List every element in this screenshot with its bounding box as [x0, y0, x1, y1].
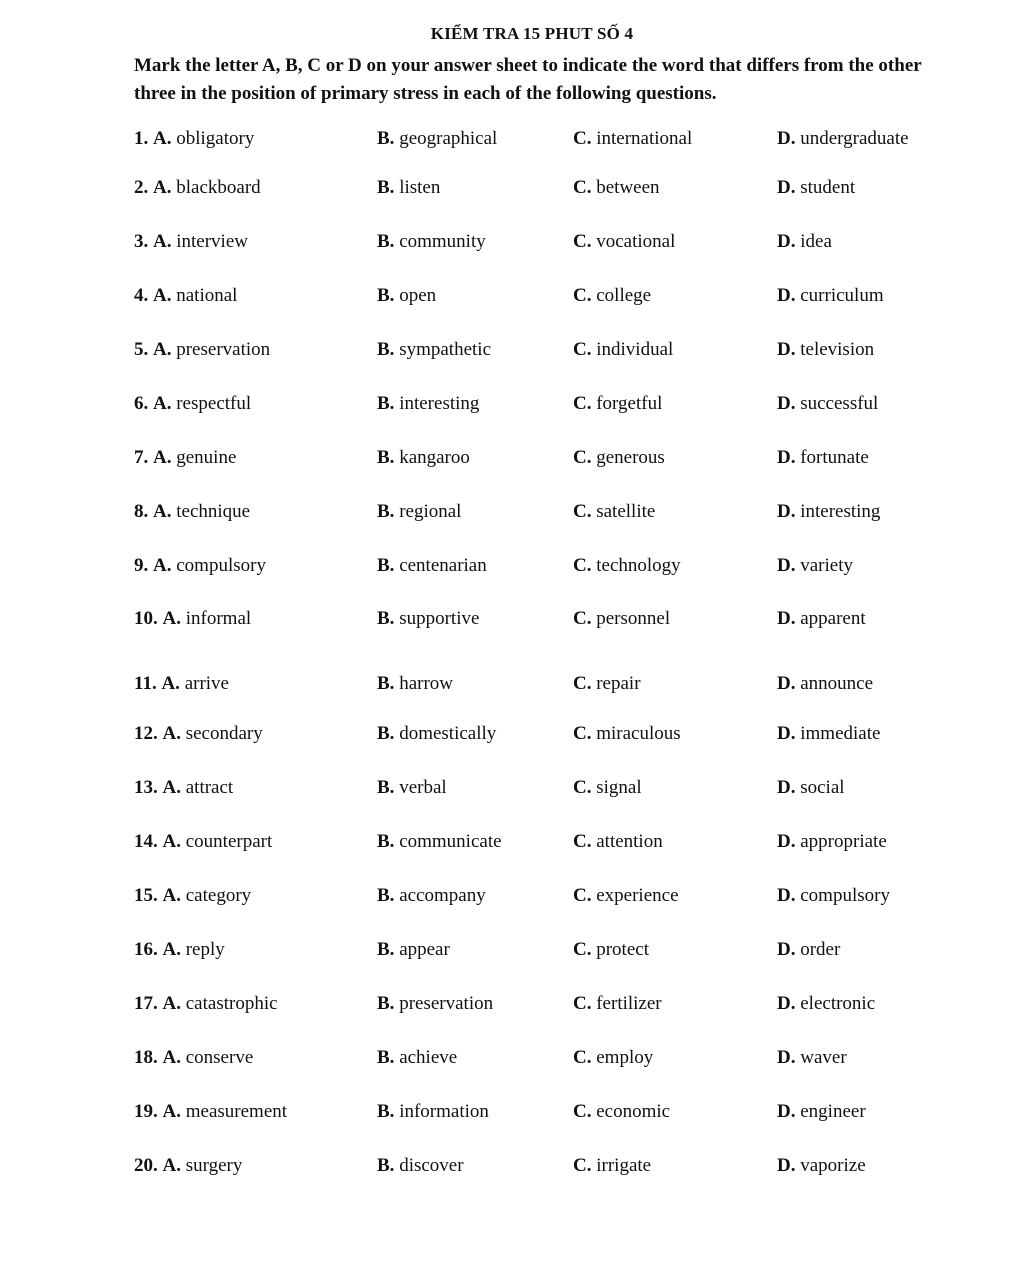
option-word: immediate	[800, 723, 881, 744]
option-d	[777, 827, 887, 857]
option-letter: C.	[573, 723, 592, 744]
option-word: informal	[185, 608, 252, 629]
option-c	[573, 335, 673, 365]
option-c	[573, 1097, 670, 1127]
option-d	[777, 124, 909, 154]
option-a	[134, 881, 251, 911]
option-word: social	[800, 777, 845, 798]
option-letter: A.	[162, 777, 181, 798]
option-letter: C.	[573, 447, 592, 468]
option-letter: A.	[153, 231, 172, 252]
option-word: communicate	[399, 831, 502, 852]
option-word: idea	[800, 231, 832, 252]
option-letter: C.	[573, 939, 592, 960]
option-letter: D.	[777, 501, 796, 522]
question-number: 8.	[134, 501, 149, 522]
question-number: 11.	[134, 673, 157, 694]
option-letter: C.	[573, 393, 592, 414]
option-b	[377, 335, 491, 365]
option-letter: C.	[573, 285, 592, 306]
question-row	[0, 551, 1024, 581]
option-word: blackboard	[176, 177, 261, 198]
option-word: national	[176, 285, 238, 306]
option-c	[573, 604, 670, 634]
option-c	[573, 124, 692, 154]
option-letter: C.	[573, 1101, 592, 1122]
option-word: genuine	[176, 447, 237, 468]
option-letter: D.	[777, 723, 796, 744]
option-letter: D.	[777, 231, 796, 252]
option-word: surgery	[185, 1155, 243, 1176]
option-a	[134, 719, 263, 749]
option-d	[777, 669, 873, 699]
option-letter: B.	[377, 939, 395, 960]
option-c	[573, 719, 681, 749]
option-word: obligatory	[176, 128, 255, 149]
question-row	[0, 281, 1024, 311]
option-letter: A.	[161, 673, 180, 694]
option-word: compulsory	[176, 555, 266, 576]
option-word: conserve	[185, 1047, 254, 1068]
question-row	[0, 604, 1024, 634]
option-word: fortunate	[800, 447, 869, 468]
option-d	[777, 773, 845, 803]
option-letter: D.	[777, 447, 796, 468]
option-letter: A.	[153, 285, 172, 306]
option-c	[573, 773, 642, 803]
instructions: Mark the letter A, B, C or D on your answer sheet to indicate the word that differs from the other three in the position of primary stress in each of the following questions.	[134, 55, 922, 104]
option-b	[377, 1043, 457, 1073]
option-a	[134, 773, 233, 803]
question-number: 19.	[134, 1101, 158, 1122]
option-b	[377, 497, 461, 527]
option-a	[134, 1097, 287, 1127]
option-letter: B.	[377, 555, 395, 576]
option-word: achieve	[399, 1047, 458, 1068]
option-word: miraculous	[596, 723, 681, 744]
option-c	[573, 989, 662, 1019]
option-word: undergraduate	[800, 128, 909, 149]
option-word: variety	[800, 555, 853, 576]
option-letter: B.	[377, 177, 395, 198]
option-letter: C.	[573, 231, 592, 252]
option-letter: A.	[153, 128, 172, 149]
question-number: 15.	[134, 885, 158, 906]
question-number: 9.	[134, 555, 149, 576]
option-a	[134, 551, 266, 581]
question-row	[0, 335, 1024, 365]
option-letter: C.	[573, 673, 592, 694]
question-row	[0, 1097, 1024, 1127]
question-row	[0, 989, 1024, 1019]
option-letter: D.	[777, 1047, 796, 1068]
option-letter: B.	[377, 993, 395, 1014]
option-a	[134, 227, 248, 257]
option-letter: C.	[573, 777, 592, 798]
option-letter: D.	[777, 608, 796, 629]
option-b	[377, 827, 502, 857]
option-letter: A.	[153, 501, 172, 522]
option-word: harrow	[399, 673, 453, 694]
option-word: geographical	[399, 128, 498, 149]
option-word: arrive	[184, 673, 229, 694]
option-word: irrigate	[596, 1155, 652, 1176]
option-letter: C.	[573, 608, 592, 629]
option-word: student	[800, 177, 856, 198]
option-a	[134, 389, 251, 419]
option-a	[134, 281, 237, 311]
option-b	[377, 989, 493, 1019]
option-word: centenarian	[399, 555, 487, 576]
option-letter: B.	[377, 831, 395, 852]
option-letter: D.	[777, 128, 796, 149]
question-number: 7.	[134, 447, 149, 468]
option-a	[134, 173, 261, 203]
option-letter: C.	[573, 177, 592, 198]
option-b	[377, 719, 496, 749]
question-row	[0, 389, 1024, 419]
option-d	[777, 1097, 866, 1127]
option-word: individual	[596, 339, 674, 360]
option-word: verbal	[399, 777, 447, 798]
option-d	[777, 389, 878, 419]
option-word: engineer	[800, 1101, 866, 1122]
option-word: supportive	[399, 608, 480, 629]
question-number: 13.	[134, 777, 158, 798]
option-word: open	[399, 285, 437, 306]
question-row	[0, 1151, 1024, 1181]
option-letter: A.	[153, 447, 172, 468]
option-letter: D.	[777, 393, 796, 414]
option-word: economic	[596, 1101, 671, 1122]
option-word: television	[800, 339, 875, 360]
option-letter: A.	[153, 177, 172, 198]
option-c	[573, 1151, 651, 1181]
option-letter: C.	[573, 555, 592, 576]
option-word: electronic	[800, 993, 876, 1014]
option-a	[134, 335, 270, 365]
page-title: KIỂM TRA 15 PHUT SỐ 4	[430, 24, 634, 43]
option-b	[377, 281, 436, 311]
option-a	[134, 827, 272, 857]
option-letter: B.	[377, 393, 395, 414]
option-word: sympathetic	[399, 339, 491, 360]
option-letter: A.	[162, 885, 181, 906]
option-word: counterpart	[185, 831, 273, 852]
option-letter: A.	[162, 993, 181, 1014]
option-word: curriculum	[800, 285, 884, 306]
option-letter: B.	[377, 231, 395, 252]
option-word: measurement	[185, 1101, 288, 1122]
option-word: protect	[596, 939, 649, 960]
option-d	[777, 1043, 847, 1073]
question-number: 3.	[134, 231, 149, 252]
option-letter: D.	[777, 1101, 796, 1122]
option-letter: D.	[777, 993, 796, 1014]
option-letter: A.	[162, 939, 181, 960]
option-letter: D.	[777, 777, 796, 798]
question-number: 1.	[134, 128, 149, 149]
option-a	[134, 935, 225, 965]
option-word: vaporize	[800, 1155, 866, 1176]
option-word: fertilizer	[596, 993, 662, 1014]
option-word: forgetful	[596, 393, 663, 414]
option-word: repair	[596, 673, 641, 694]
option-letter: C.	[573, 501, 592, 522]
option-letter: A.	[162, 608, 181, 629]
option-a	[134, 443, 236, 473]
option-letter: C.	[573, 831, 592, 852]
option-word: vocational	[596, 231, 676, 252]
option-letter: A.	[162, 1047, 181, 1068]
option-word: catastrophic	[185, 993, 278, 1014]
option-word: personnel	[596, 608, 671, 629]
question-row	[0, 773, 1024, 803]
option-d	[777, 281, 884, 311]
option-letter: D.	[777, 1155, 796, 1176]
option-letter: D.	[777, 939, 796, 960]
option-letter: B.	[377, 501, 395, 522]
option-letter: D.	[777, 555, 796, 576]
option-b	[377, 604, 479, 634]
option-letter: A.	[153, 393, 172, 414]
question-number: 5.	[134, 339, 149, 360]
option-word: preservation	[176, 339, 271, 360]
question-number: 16.	[134, 939, 158, 960]
option-letter: B.	[377, 1101, 395, 1122]
option-letter: A.	[162, 1155, 181, 1176]
option-word: domestically	[399, 723, 497, 744]
option-letter: C.	[573, 339, 592, 360]
option-b	[377, 124, 497, 154]
option-word: waver	[800, 1047, 847, 1068]
option-word: successful	[800, 393, 879, 414]
question-row	[0, 1043, 1024, 1073]
option-letter: A.	[162, 723, 181, 744]
option-word: interesting	[800, 501, 881, 522]
option-word: community	[399, 231, 486, 252]
option-word: kangaroo	[399, 447, 470, 468]
question-number: 2.	[134, 177, 149, 198]
option-word: signal	[596, 777, 642, 798]
option-b	[377, 173, 440, 203]
option-letter: C.	[573, 1047, 592, 1068]
option-letter: A.	[162, 1101, 181, 1122]
option-word: information	[399, 1101, 489, 1122]
option-word: apparent	[800, 608, 866, 629]
option-c	[573, 827, 663, 857]
option-word: attention	[596, 831, 663, 852]
option-d	[777, 935, 840, 965]
option-word: discover	[399, 1155, 464, 1176]
option-c	[573, 551, 681, 581]
option-word: secondary	[185, 723, 263, 744]
option-word: generous	[596, 447, 665, 468]
option-b	[377, 773, 447, 803]
option-word: technology	[596, 555, 681, 576]
question-number: 14.	[134, 831, 158, 852]
option-c	[573, 669, 641, 699]
option-a	[134, 497, 250, 527]
option-d	[777, 227, 832, 257]
option-letter: B.	[377, 723, 395, 744]
option-word: satellite	[596, 501, 656, 522]
option-c	[573, 935, 649, 965]
option-word: interesting	[399, 393, 480, 414]
option-letter: B.	[377, 1155, 395, 1176]
option-letter: D.	[777, 673, 796, 694]
question-number: 17.	[134, 993, 158, 1014]
option-b	[377, 227, 486, 257]
question-row	[0, 124, 1024, 154]
option-letter: D.	[777, 339, 796, 360]
option-word: order	[800, 939, 841, 960]
option-b	[377, 935, 450, 965]
option-d	[777, 1151, 866, 1181]
option-letter: B.	[377, 673, 395, 694]
option-letter: B.	[377, 777, 395, 798]
option-word: preservation	[399, 993, 494, 1014]
option-c	[573, 1043, 653, 1073]
option-b	[377, 389, 479, 419]
option-word: experience	[596, 885, 679, 906]
question-number: 20.	[134, 1155, 158, 1176]
option-letter: D.	[777, 177, 796, 198]
option-letter: D.	[777, 831, 796, 852]
option-letter: C.	[573, 1155, 592, 1176]
option-a	[134, 669, 229, 699]
option-letter: A.	[153, 555, 172, 576]
option-a	[134, 604, 251, 634]
question-row	[0, 443, 1024, 473]
option-d	[777, 173, 855, 203]
option-word: international	[596, 128, 693, 149]
question-number: 4.	[134, 285, 149, 306]
option-d	[777, 604, 866, 634]
option-b	[377, 1151, 464, 1181]
option-d	[777, 497, 880, 527]
question-row	[0, 935, 1024, 965]
option-letter: A.	[153, 339, 172, 360]
option-b	[377, 1097, 489, 1127]
option-d	[777, 719, 880, 749]
option-letter: B.	[377, 128, 395, 149]
option-word: appropriate	[800, 831, 887, 852]
option-c	[573, 389, 662, 419]
question-row	[0, 719, 1024, 749]
option-word: attract	[185, 777, 234, 798]
option-word: reply	[185, 939, 225, 960]
option-d	[777, 881, 890, 911]
option-c	[573, 173, 660, 203]
option-word: interview	[176, 231, 248, 252]
option-letter: C.	[573, 885, 592, 906]
option-letter: C.	[573, 128, 592, 149]
option-b	[377, 551, 487, 581]
option-a	[134, 1151, 242, 1181]
question-number: 12.	[134, 723, 158, 744]
option-letter: B.	[377, 447, 395, 468]
option-letter: B.	[377, 1047, 395, 1068]
option-word: college	[596, 285, 652, 306]
option-c	[573, 443, 665, 473]
option-word: listen	[399, 177, 441, 198]
option-d	[777, 989, 875, 1019]
question-row	[0, 497, 1024, 527]
option-d	[777, 335, 874, 365]
option-a	[134, 124, 254, 154]
option-word: accompany	[399, 885, 486, 906]
option-word: category	[185, 885, 252, 906]
question-number: 10.	[134, 608, 158, 629]
option-letter: D.	[777, 285, 796, 306]
option-letter: C.	[573, 993, 592, 1014]
question-row	[0, 827, 1024, 857]
option-c	[573, 281, 651, 311]
option-d	[777, 551, 853, 581]
option-c	[573, 497, 655, 527]
question-number: 6.	[134, 393, 149, 414]
option-b	[377, 669, 453, 699]
question-row	[0, 173, 1024, 203]
option-word: between	[596, 177, 660, 198]
option-a	[134, 989, 278, 1019]
option-letter: D.	[777, 885, 796, 906]
option-b	[377, 881, 486, 911]
option-word: respectful	[176, 393, 252, 414]
option-word: regional	[399, 501, 462, 522]
question-number: 18.	[134, 1047, 158, 1068]
option-d	[777, 443, 869, 473]
option-letter: B.	[377, 285, 395, 306]
option-letter: B.	[377, 339, 395, 360]
option-word: employ	[596, 1047, 654, 1068]
option-word: announce	[800, 673, 874, 694]
question-row	[0, 669, 1024, 699]
option-a	[134, 1043, 253, 1073]
option-word: compulsory	[800, 885, 890, 906]
question-row	[0, 881, 1024, 911]
option-letter: B.	[377, 885, 395, 906]
option-b	[377, 443, 470, 473]
question-row	[0, 227, 1024, 257]
option-word: technique	[176, 501, 251, 522]
option-c	[573, 881, 679, 911]
option-word: appear	[399, 939, 450, 960]
option-letter: A.	[162, 831, 181, 852]
option-c	[573, 227, 675, 257]
option-letter: B.	[377, 608, 395, 629]
